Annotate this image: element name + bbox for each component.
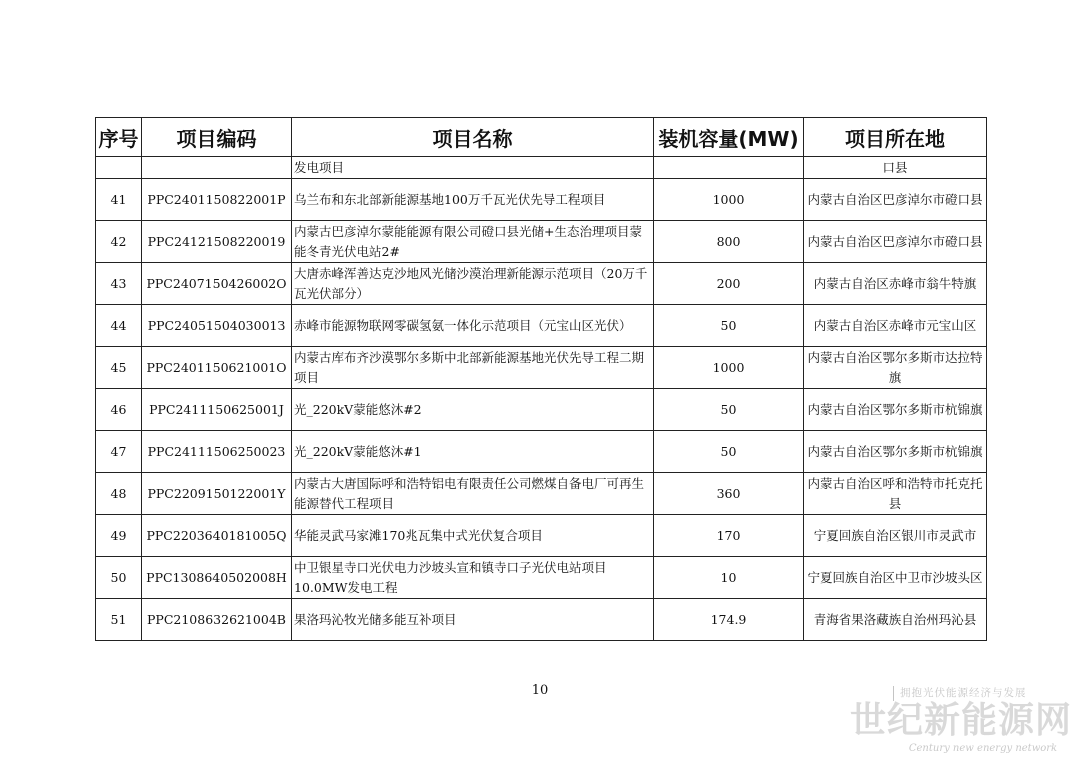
row-serial: 43 — [96, 263, 142, 305]
row-capacity: 50 — [654, 431, 804, 473]
row-name: 中卫银星寺口光伏电力沙坡头宣和镇寺口子光伏电站项目10.0MW发电工程 — [292, 557, 654, 599]
continuation-row — [96, 157, 987, 179]
table-row — [96, 431, 987, 473]
table-cell — [142, 157, 292, 179]
row-capacity: 50 — [654, 389, 804, 431]
row-code: PPC2407150426002O — [142, 263, 292, 305]
continuation-location: 口县 — [804, 157, 987, 179]
continuation-name: 发电项目 — [292, 157, 654, 179]
row-code: PPC1308640502008H — [142, 557, 292, 599]
row-capacity: 800 — [654, 221, 804, 263]
row-capacity: 1000 — [654, 179, 804, 221]
row-code: PPC2209150122001Y — [142, 473, 292, 515]
row-location: 内蒙古自治区巴彦淖尔市磴口县 — [804, 221, 987, 263]
row-code: PPC2411150625001J — [142, 389, 292, 431]
header-location: 项目所在地 — [804, 118, 987, 157]
row-name: 赤峰市能源物联网零碳氢氨一体化示范项目（元宝山区光伏） — [292, 305, 654, 347]
row-capacity: 10 — [654, 557, 804, 599]
row-code: PPC2203640181005Q — [142, 515, 292, 557]
row-serial: 48 — [96, 473, 142, 515]
watermark-tagline: 拥抱光伏能源经济与发展 — [893, 686, 1080, 701]
row-name: 光_220kV蒙能悠沐#1 — [292, 431, 654, 473]
table-row — [96, 557, 987, 599]
row-serial: 50 — [96, 557, 142, 599]
table-header-row — [96, 118, 987, 157]
row-capacity: 200 — [654, 263, 804, 305]
row-name: 华能灵武马家滩170兆瓦集中式光伏复合项目 — [292, 515, 654, 557]
row-code: PPC24121508220019 — [142, 221, 292, 263]
row-name: 果洛玛沁牧光储多能互补项目 — [292, 599, 654, 641]
row-name: 乌兰布和东北部新能源基地100万千瓦光伏先导工程项目 — [292, 179, 654, 221]
table-row — [96, 473, 987, 515]
page-number: 10 — [531, 683, 549, 698]
table-row — [96, 305, 987, 347]
table-cell — [96, 157, 142, 179]
header-code: 项目编码 — [142, 118, 292, 157]
row-capacity: 50 — [654, 305, 804, 347]
row-code: PPC2108632621004B — [142, 599, 292, 641]
row-capacity: 360 — [654, 473, 804, 515]
row-location: 内蒙古自治区巴彦淖尔市磴口县 — [804, 179, 987, 221]
row-location: 青海省果洛藏族自治州玛沁县 — [804, 599, 987, 641]
table-row — [96, 263, 987, 305]
row-name: 内蒙古大唐国际呼和浩特铝电有限责任公司燃煤自备电厂可再生能源替代工程项目 — [292, 473, 654, 515]
row-code: PPC24111506250023 — [142, 431, 292, 473]
row-location: 内蒙古自治区赤峰市元宝山区 — [804, 305, 987, 347]
header-name: 项目名称 — [292, 118, 654, 157]
table-row — [96, 515, 987, 557]
project-table — [95, 117, 987, 641]
row-name: 内蒙古库布齐沙漠鄂尔多斯中北部新能源基地光伏先导工程二期项目 — [292, 347, 654, 389]
row-serial: 46 — [96, 389, 142, 431]
row-capacity: 1000 — [654, 347, 804, 389]
row-code: PPC2401150822001P — [142, 179, 292, 221]
row-code: PPC2405150403001З — [142, 305, 292, 347]
row-capacity: 170 — [654, 515, 804, 557]
row-code: PPC2401150621001O — [142, 347, 292, 389]
row-location: 内蒙古自治区鄂尔多斯市杭锦旗 — [804, 431, 987, 473]
row-name: 光_220kV蒙能悠沐#2 — [292, 389, 654, 431]
row-serial: 42 — [96, 221, 142, 263]
row-location: 内蒙古自治区呼和浩特市托克托县 — [804, 473, 987, 515]
row-location: 内蒙古自治区鄂尔多斯市达拉特旗 — [804, 347, 987, 389]
row-location: 内蒙古自治区鄂尔多斯市杭锦旗 — [804, 389, 987, 431]
row-serial: 51 — [96, 599, 142, 641]
row-name: 内蒙古巴彦淖尔蒙能能源有限公司磴口县光储+生态治理项目蒙能冬青光伏电站2# — [292, 221, 654, 263]
watermark-english: Century new energy network — [908, 743, 1058, 754]
row-name: 大唐赤峰浑善达克沙地风光储沙漠治理新能源示范项目（20万千瓦光伏部分） — [292, 263, 654, 305]
table-cell — [654, 157, 804, 179]
header-capacity: 装机容量(MW) — [654, 118, 804, 157]
row-serial: 47 — [96, 431, 142, 473]
row-location: 内蒙古自治区赤峰市翁牛特旗 — [804, 263, 987, 305]
table-row — [96, 221, 987, 263]
row-capacity: 174.9 — [654, 599, 804, 641]
row-serial: 44 — [96, 305, 142, 347]
header-serial: 序号 — [96, 118, 142, 157]
row-location: 宁夏回族自治区中卫市沙坡头区 — [804, 557, 987, 599]
row-location: 宁夏回族自治区银川市灵武市 — [804, 515, 987, 557]
table-row — [96, 347, 987, 389]
table-row — [96, 389, 987, 431]
row-serial: 49 — [96, 515, 142, 557]
watermark-logo: 世纪新能源网 — [850, 700, 1072, 740]
table-row — [96, 179, 987, 221]
row-serial: 41 — [96, 179, 142, 221]
table-row — [96, 599, 987, 641]
row-serial: 45 — [96, 347, 142, 389]
